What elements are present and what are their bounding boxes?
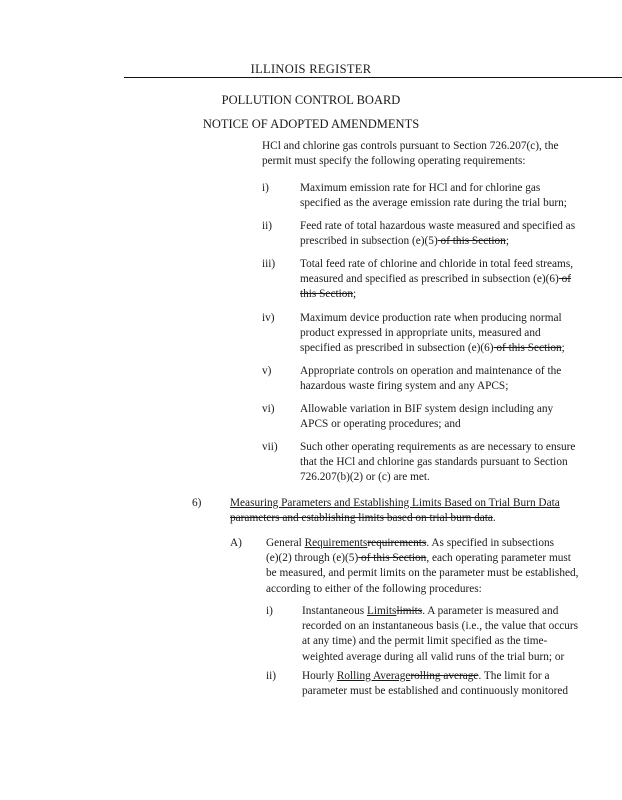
text-line: that the HCl and chlorine gas standards pursuant to Section [300,456,568,469]
text-line: be measured, and permit limits on the parameter must be established, [266,567,579,580]
text-span: General [266,537,305,549]
text-line: at any time) and the permit limit specified as the time- [302,635,548,648]
board-heading: POLLUTION CONTROL BOARD [221,93,401,107]
text-line: according to either of the following procedures: [266,582,482,595]
text-line: weighted average during all valid runs of the trial burn; or [302,650,565,663]
text-line [300,341,565,356]
text-line: recorded on an instantaneous basis (i.e., the value that occurs [302,620,579,633]
text-span: prescribed in subsection (e)(5) [300,235,438,248]
deleted-text: this Section [300,288,354,301]
item-number: ii) [262,220,273,232]
deleted-text: requirements [367,537,427,549]
text-line: Appropriate controls on operation and maintenance of the [300,365,562,377]
text-line: Allowable variation in BIF system design including any [300,403,554,415]
text-span: . The limit for a [478,670,550,682]
text-line: Feed rate of total hazardous waste measured and specified as [300,220,576,232]
section-number: 6) [192,497,202,509]
item-text-iv [300,311,565,357]
text-line: hazardous waste firing system and any APCS; [300,380,509,393]
text-span: measured and specified as prescribed in subsection (e)(6) [300,273,559,286]
text-span: . A parameter is measured and [422,605,559,617]
inserted-text: Requirements [304,537,368,549]
inserted-text: Limits [366,605,397,617]
subsection-a-text [266,536,578,597]
header-rule [124,77,622,78]
text-span: . As specified in subsections [426,537,555,549]
text-line: HCl and chlorine gas controls pursuant to Section 726.207(c), the [262,140,559,152]
item-text-vii [300,440,575,486]
text-line [266,536,578,551]
text-line: APCS or operating procedures; and [300,418,461,431]
text-line: permit must specify the following operating requirements: [262,155,526,168]
text-span: ; [505,235,509,248]
subitem-ii-text [302,669,568,699]
text-span: , each operating parameter must [426,552,571,565]
text-line [300,272,573,287]
text-line [302,604,578,619]
text-line [266,551,578,566]
text-line [300,234,575,249]
item-number: iii) [262,258,276,270]
text-line: specified as the average emission rate during the trial burn; [300,197,567,210]
deleted-text: parameters and establishing limits based on trial burn data [230,512,493,525]
text-line [230,511,560,526]
item-number: vii) [262,441,278,453]
text-span: Instantaneous [302,605,367,617]
text-line: Such other operating requirements as are necessary to ensure [300,441,576,453]
text-span: . [492,512,496,525]
inserted-text: Rolling Average [336,670,411,682]
inserted-text: Measuring Parameters and Establishing Limits Based on Trial Burn Data [230,497,560,509]
text-line [302,669,568,684]
notice-heading: NOTICE OF ADOPTED AMENDMENTS [202,117,420,131]
item-text-v [300,364,561,394]
item-number: iv) [262,312,275,324]
text-span: specified as prescribed in subsection (e)(6) [300,342,494,355]
text-line: product expressed in appropriate units, measured and [300,327,541,340]
text-line: 726.207(b)(2) or (c) are met. [300,471,430,484]
register-header: ILLINOIS REGISTER [250,62,372,76]
text-line: parameter must be established and continuously monitored [302,685,569,698]
deleted-text: of this Section [358,552,427,565]
item-number: v) [262,365,272,377]
intro-paragraph [262,139,558,169]
deleted-text: limits [396,605,423,617]
text-span: ; [561,342,565,355]
item-text-i [300,181,567,211]
item-text-iii [300,257,573,303]
text-span: (e)(2) through (e)(5) [266,552,359,565]
deleted-text: of [558,273,572,286]
text-line: Maximum device production rate when producing normal [300,312,562,324]
text-line [300,287,573,302]
item-text-ii [300,219,575,249]
subitem-i-text [302,604,578,665]
item-text-vi [300,402,553,432]
deleted-text: of this Section [437,235,506,248]
text-line: Maximum emission rate for HCl and for chlorine gas [300,182,541,194]
item-number: vi) [262,403,275,415]
section-6-heading [230,496,560,526]
text-line: Total feed rate of chlorine and chloride in total feed streams, [300,258,574,270]
item-number: ii) [266,670,277,682]
item-number: i) [262,182,269,194]
item-number: i) [266,605,273,617]
text-span: ; [353,288,357,301]
deleted-text: of this Section [493,342,562,355]
deleted-text: rolling average [410,670,479,682]
subsection-number: A) [230,537,242,549]
text-span: Hourly [302,670,337,682]
